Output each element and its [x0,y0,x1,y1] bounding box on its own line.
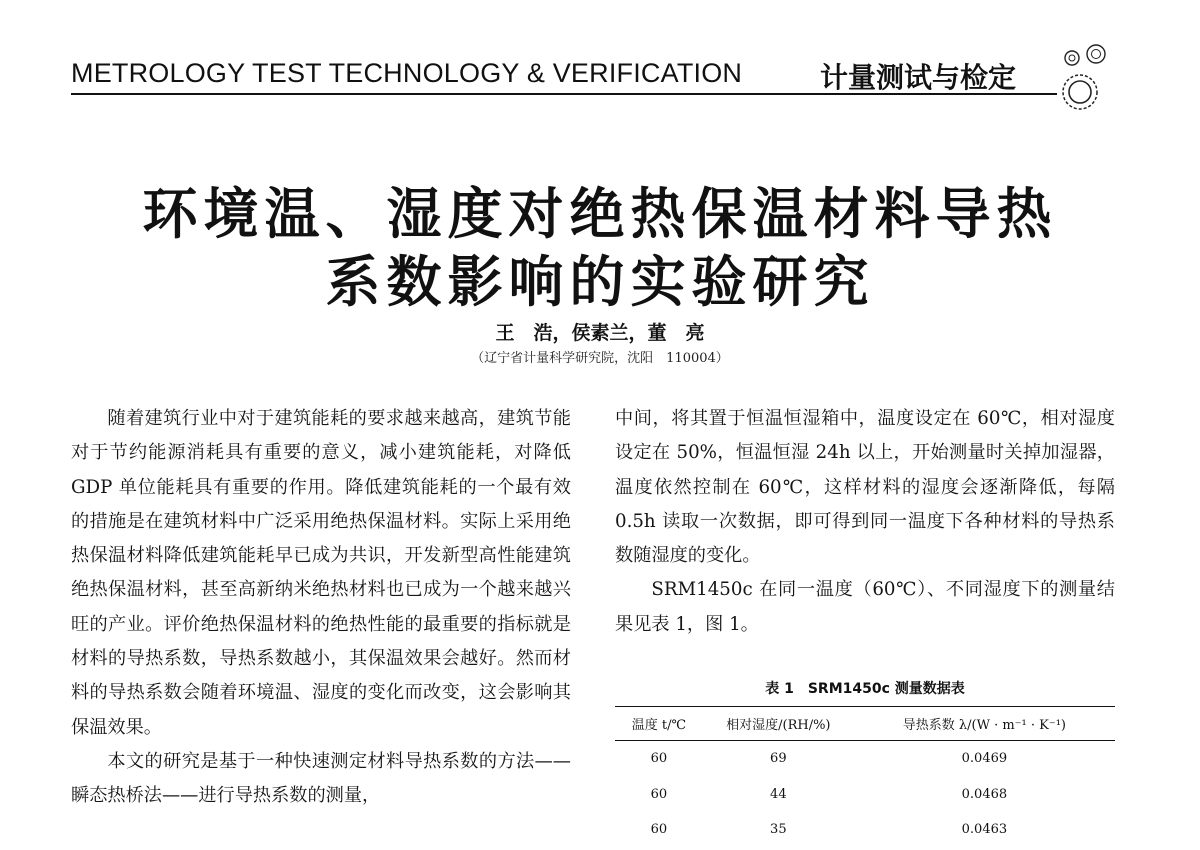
decorative-circles-icon [1046,42,1116,116]
table-cell: 0.0468 [961,786,1008,802]
article-title-line-2: 系数影响的实验研究 [325,249,875,314]
table-cell: 69 [770,751,787,767]
article-title-line-1: 环境温、湿度对绝热保温材料导热 [142,181,1058,246]
body-paragraph: 本文的研究是基于一种快速测定材料导热系数的方法——瞬态热桥法——进行导热系数的测量， [71,750,571,807]
body-paragraph: 随着建筑行业中对于建筑能耗的要求越来越高，建筑节能对于节约能源消耗具有重要的意义，减小建筑能耗，对降低 GDP 单位能耗具有重要的作用。降低建筑能耗的一个最有效的措施是在建筑材料中广泛采用绝热保温材料。实际上采用绝热保温材料降低建筑能耗早已成为共识，开发新型高性能建筑绝热保温材料，甚至高新纳米绝热材料也已成为一个越来越兴旺的产业。评价绝热保温材料的绝热性能的最重要的指标就是材料的导热系数，导热系数越小，其保温效果会越好。然而材料的导热系数会随着环境温、湿度的变化而改变，这会影响其保温效果。 [71,408,571,738]
table-row [615,812,1115,848]
left-column [71,402,571,814]
table-cell: 35 [770,822,787,838]
body-paragraph: 中间，将其置于恒温恒湿箱中，温度设定在 60℃，相对湿度设定在 50%，恒温恒湿 24h 以上，开始测量时关掉加湿器，温度依然控制在 60℃，这样材料的湿度会逐渐降低，每隔 0.5h 读取一次数据，即可得到同一温度下各种材料的导热系数随湿度的变化。 [615,408,1115,567]
measurement-table [615,706,1115,848]
column-header: 导热系数 λ/(W · m⁻¹ · K⁻¹) [902,718,1067,733]
journal-name-chinese: 计量测试与检定 [820,61,1017,94]
column-header: 温度 t/℃ [631,718,687,733]
header-rule [71,93,1057,95]
column-header: 相对湿度/(RH/%) [726,718,831,733]
table-cell: 60 [650,786,668,802]
body-paragraph: SRM1450c 在同一温度（60℃）、不同湿度下的测量结果见表 1，图 1。 [615,579,1115,635]
table-row [615,777,1115,813]
table-cell: 0.0469 [961,751,1008,767]
journal-name-english: METROLOGY TEST TECHNOLOGY & VERIFICATION [71,58,743,88]
article-authors: 王 浩，侯素兰，董 亮 [495,322,705,344]
table-caption: 表 1 SRM1450c 测量数据表 [765,681,965,697]
table-cell: 0.0463 [961,822,1008,838]
table-cell: 60 [650,822,668,838]
table-header-row [615,707,1115,741]
author-affiliation: （辽宁省计量科学研究院，沈阳 110004） [471,351,729,366]
table-row [615,741,1115,777]
table-cell: 44 [770,786,787,802]
table-cell: 60 [650,751,668,767]
right-column [615,402,1115,642]
